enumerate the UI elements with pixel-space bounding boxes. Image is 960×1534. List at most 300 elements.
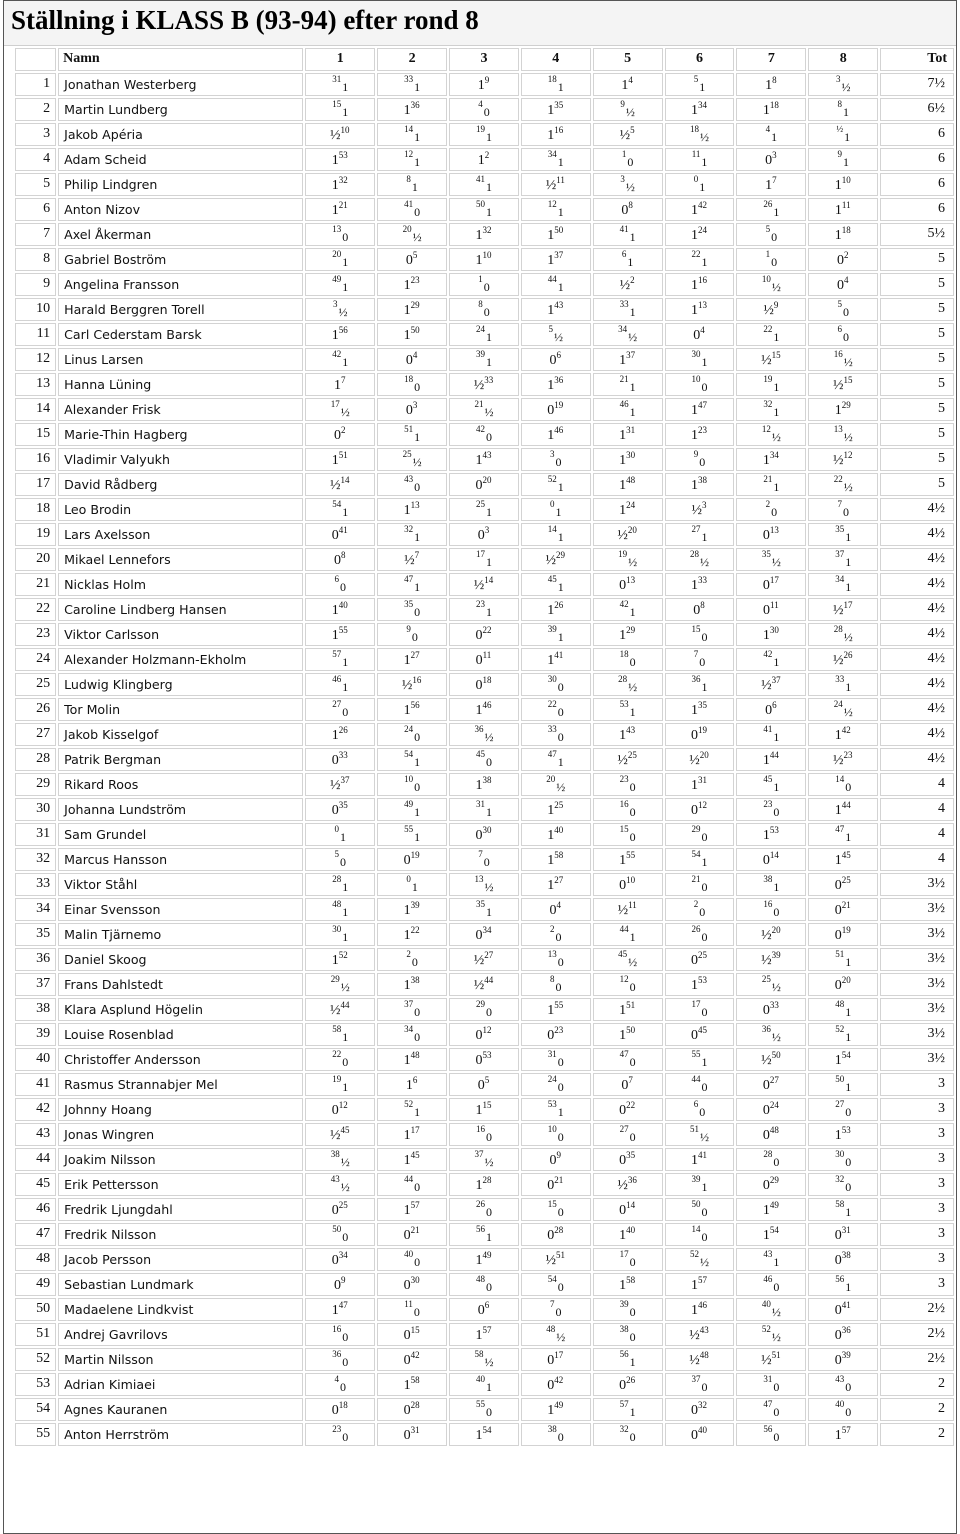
result-sup: 55 (475, 1398, 485, 1409)
rank-cell: 32 (15, 848, 56, 871)
result-opponent: 4 (412, 349, 418, 360)
rank-cell: 43 (15, 1123, 56, 1146)
result-opponent: 57 (841, 1424, 851, 1435)
result-main: 0 (619, 1377, 627, 1393)
round-result-cell (808, 298, 878, 321)
result-sub: 0 (773, 1429, 780, 1444)
result-opponent: 10 (482, 249, 492, 260)
round-result-cell (665, 1248, 735, 1271)
result-main: ½ (832, 652, 844, 668)
player-name-cell: Jakob Apéria (58, 123, 303, 146)
round-result-cell (521, 748, 591, 771)
round-result-cell (377, 148, 447, 171)
result-sup: 32 (763, 398, 773, 409)
round-result-cell (665, 423, 735, 446)
round-result-cell (449, 123, 519, 146)
total-cell: 4 (880, 848, 954, 871)
result-sub: 0 (771, 229, 778, 244)
result-sup: 34 (547, 148, 557, 159)
result-main: 1 (333, 377, 341, 393)
round-result-cell (521, 423, 591, 446)
result-opponent: 34 (698, 99, 708, 110)
result-opponent: 7 (414, 549, 420, 560)
result-sup: 12 (619, 973, 629, 984)
result-sub: 1 (414, 754, 421, 769)
player-name-cell: Marcus Hansson (58, 848, 303, 871)
round-result-cell (593, 1373, 663, 1396)
result-sup: 18 (619, 648, 629, 659)
result-main: 0 (691, 727, 699, 743)
result-opponent: 15 (771, 349, 781, 360)
result-opponent: 50 (410, 324, 420, 335)
result-sup: 58 (474, 1348, 484, 1359)
round-result-cell (521, 1273, 591, 1296)
result-sup: 14 (691, 1223, 701, 1234)
rank-cell: 44 (15, 1148, 56, 1171)
round-result-cell (593, 223, 663, 246)
round-result-cell (808, 1298, 878, 1321)
round-result-cell (521, 1373, 591, 1396)
result-opponent: 58 (554, 849, 564, 860)
result-opponent: 3 (702, 499, 707, 510)
result-sup: 18 (547, 73, 557, 84)
round-result-cell (665, 1123, 735, 1146)
result-sup: 23 (619, 773, 629, 784)
result-opponent: 15 (410, 1324, 420, 1335)
result-main: 0 (475, 1027, 483, 1043)
result-main: 1 (547, 227, 555, 243)
result-opponent: 8 (340, 549, 346, 560)
round-result-cell (736, 773, 806, 796)
result-main: 1 (762, 1227, 770, 1243)
result-opponent: 22 (626, 1099, 636, 1110)
round-result-cell (377, 1023, 447, 1046)
round-result-cell (377, 723, 447, 746)
rank-cell: 34 (15, 898, 56, 921)
result-opponent: 25 (338, 1199, 348, 1210)
round-result-cell (593, 198, 663, 221)
result-main: 1 (691, 1277, 699, 1293)
result-sup: 49 (332, 273, 342, 284)
result-opponent: 39 (841, 1349, 851, 1360)
result-sub: ½ (841, 79, 851, 94)
result-main: ½ (761, 927, 772, 943)
result-sub: 1 (842, 104, 849, 119)
round-result-cell (305, 798, 375, 821)
round-result-cell (449, 1248, 519, 1271)
result-opponent: 18 (338, 1399, 348, 1410)
result-sub: 0 (773, 1404, 780, 1419)
result-sup: 34 (404, 1023, 414, 1034)
round-result-cell (521, 573, 591, 596)
result-main: 0 (475, 627, 483, 643)
rank-cell: 19 (15, 523, 56, 546)
result-sup: 22 (763, 323, 773, 334)
round-result-cell (377, 523, 447, 546)
round-result-cell (305, 698, 375, 721)
result-main: 0 (547, 402, 555, 418)
result-sub: 0 (701, 929, 708, 944)
result-sup: 51 (404, 423, 414, 434)
result-main: 0 (403, 1352, 411, 1368)
round-result-cell (665, 1098, 735, 1121)
result-main: ½ (473, 977, 485, 993)
result-sub: 1 (342, 879, 349, 894)
round-result-cell (449, 673, 519, 696)
round-result-cell (377, 348, 447, 371)
total-cell: 3 (880, 1198, 954, 1221)
result-sub: ½ (628, 329, 638, 344)
round-result-cell (808, 473, 878, 496)
result-main: 1 (403, 702, 411, 718)
result-main: 1 (691, 402, 699, 418)
rank-cell: 53 (15, 1373, 56, 1396)
round-result-cell (593, 1348, 663, 1371)
round-result-cell (665, 1423, 735, 1446)
result-sup: 20 (402, 223, 412, 234)
result-opponent: 41 (338, 524, 348, 535)
result-main: 0 (333, 552, 341, 568)
result-sub: 0 (555, 979, 562, 994)
round-result-cell (377, 998, 447, 1021)
result-main: 1 (331, 952, 339, 968)
result-main: 0 (333, 427, 341, 443)
player-name-cell: Alexander Holzmann-Ekholm (58, 648, 303, 671)
result-opponent: 43 (482, 449, 492, 460)
result-sub: 0 (557, 1429, 564, 1444)
result-sub: 1 (339, 829, 346, 844)
round-result-cell (305, 398, 375, 421)
player-name-cell: Anton Nizov (58, 198, 303, 221)
round-result-cell (305, 198, 375, 221)
result-opponent: 11 (770, 599, 779, 610)
player-name-cell: Axel Åkerman (58, 223, 303, 246)
round-result-cell (665, 1298, 735, 1321)
result-sup: 44 (404, 1173, 414, 1184)
result-main: 0 (403, 1402, 411, 1418)
round-result-cell (305, 998, 375, 1021)
result-sub: ½ (484, 404, 494, 419)
round-result-cell (449, 573, 519, 596)
round-result-cell (665, 873, 735, 896)
result-sub: 0 (701, 1079, 708, 1094)
round-result-cell (377, 1323, 447, 1346)
round-result-cell (808, 523, 878, 546)
round-result-cell (593, 1073, 663, 1096)
result-opponent: 3 (412, 399, 418, 410)
result-sup: 26 (691, 923, 701, 934)
round-result-cell (808, 898, 878, 921)
result-main: 0 (619, 1152, 627, 1168)
result-opponent: 52 (338, 949, 348, 960)
result-opponent: 25 (554, 799, 564, 810)
result-main: ½ (617, 752, 628, 768)
result-sub: 1 (845, 954, 852, 969)
result-main: 1 (477, 152, 485, 168)
result-opponent: 45 (410, 1149, 420, 1160)
result-sub: 1 (342, 354, 349, 369)
rank-cell: 11 (15, 323, 56, 346)
table-row (15, 573, 954, 596)
result-opponent: 25 (698, 949, 708, 960)
result-sup: 20 (332, 248, 342, 259)
result-main: 0 (762, 1077, 770, 1093)
result-sup: 28 (763, 1148, 773, 1159)
result-sub: ½ (843, 629, 853, 644)
round-result-cell (305, 948, 375, 971)
result-sub: 1 (845, 829, 852, 844)
result-sup: 16 (833, 348, 843, 359)
result-opponent: 13 (698, 299, 708, 310)
table-row (15, 123, 954, 146)
round-result-cell (377, 1098, 447, 1121)
player-name-cell: Vladimir Valyukh (58, 448, 303, 471)
round-result-cell (736, 623, 806, 646)
total-cell: 3 (880, 1273, 954, 1296)
round-result-cell (808, 748, 878, 771)
header-name: Namn (58, 48, 303, 71)
total-cell: 3½ (880, 898, 954, 921)
result-opponent: 50 (626, 1024, 636, 1035)
round-result-cell (736, 248, 806, 271)
round-result-cell (449, 698, 519, 721)
round-result-cell (808, 848, 878, 871)
result-opponent: 44 (340, 999, 350, 1010)
result-main: 1 (691, 1302, 699, 1318)
player-name-cell: Malin Tjärnemo (58, 923, 303, 946)
rank-cell: 29 (15, 773, 56, 796)
result-opponent: 29 (556, 549, 566, 560)
result-sup: 52 (835, 1023, 845, 1034)
result-sup: 26 (763, 198, 773, 209)
round-result-cell (736, 148, 806, 171)
result-opponent: 44 (841, 799, 851, 810)
result-opponent: 53 (482, 1049, 492, 1060)
result-opponent: 16 (698, 274, 708, 285)
round-result-cell (665, 823, 735, 846)
round-result-cell (449, 773, 519, 796)
result-main: ½ (545, 552, 557, 568)
result-sub: 1 (773, 329, 780, 344)
result-opponent: 9 (340, 1274, 346, 1285)
round-result-cell (808, 873, 878, 896)
result-sup: 13 (332, 223, 342, 234)
result-sup: 47 (547, 748, 557, 759)
round-result-cell (377, 1048, 447, 1071)
round-result-cell (736, 323, 806, 346)
result-main: 0 (762, 577, 770, 593)
result-opponent: 26 (338, 724, 348, 735)
round-result-cell (377, 1073, 447, 1096)
result-sub: ½ (771, 979, 781, 994)
total-cell: 5 (880, 423, 954, 446)
result-sup: 50 (835, 1073, 845, 1084)
round-result-cell (377, 573, 447, 596)
result-opponent: 27 (769, 1074, 779, 1085)
result-opponent: 55 (554, 999, 564, 1010)
total-cell: 4½ (880, 523, 954, 546)
round-result-cell (521, 673, 591, 696)
result-sub: 1 (414, 154, 421, 169)
result-sub: 1 (411, 879, 418, 894)
result-sup: 17 (619, 1248, 629, 1259)
result-sub: 0 (485, 1279, 492, 1294)
round-result-cell (593, 73, 663, 96)
result-sub: 1 (342, 1029, 349, 1044)
result-sub: 1 (845, 1029, 852, 1044)
result-main: 1 (619, 1002, 627, 1018)
result-opponent: 38 (410, 974, 420, 985)
result-sub: 1 (342, 104, 349, 119)
result-main: 1 (765, 77, 773, 93)
round-result-cell (377, 1398, 447, 1421)
result-main: 1 (547, 852, 555, 868)
result-main: ½ (619, 277, 631, 293)
result-opponent: 33 (338, 749, 348, 760)
result-sup: 58 (332, 1023, 342, 1034)
result-sub: 1 (557, 79, 564, 94)
round-result-cell (808, 223, 878, 246)
result-sup: 47 (404, 573, 414, 584)
result-main: 0 (836, 252, 844, 268)
result-sup: 23 (332, 1423, 342, 1434)
round-result-cell (521, 1098, 591, 1121)
round-result-cell (305, 923, 375, 946)
round-result-cell (736, 398, 806, 421)
result-sup: 51 (835, 948, 845, 959)
round-result-cell (521, 1423, 591, 1446)
result-sup: 25 (402, 448, 412, 459)
total-cell: 6 (880, 123, 954, 146)
total-cell: 6 (880, 148, 954, 171)
result-sub: 1 (414, 529, 421, 544)
result-sub: 1 (342, 904, 349, 919)
round-result-cell (736, 73, 806, 96)
result-sub: 0 (413, 1304, 420, 1319)
result-main: 0 (762, 1177, 770, 1193)
result-sup: 6 (621, 248, 627, 259)
header-total: Tot (880, 48, 954, 71)
result-sub: 0 (699, 654, 706, 669)
result-opponent: 24 (769, 1099, 779, 1110)
round-result-cell (521, 1298, 591, 1321)
round-result-cell (377, 923, 447, 946)
result-main: 1 (691, 227, 699, 243)
result-main: ½ (761, 352, 772, 368)
result-opponent: 49 (769, 1199, 779, 1210)
round-result-cell (665, 998, 735, 1021)
result-sub: 1 (342, 679, 349, 694)
round-result-cell (305, 1173, 375, 1196)
result-sup: 37 (474, 1148, 484, 1159)
result-opponent: 45 (698, 1024, 708, 1035)
result-main: 1 (403, 1152, 411, 1168)
result-sup: 51 (690, 1123, 700, 1134)
rank-cell: 15 (15, 423, 56, 446)
rank-cell: 7 (15, 223, 56, 246)
result-main: ½ (329, 777, 341, 793)
total-cell: 7½ (880, 73, 954, 96)
header-round-8: 8 (808, 48, 878, 71)
result-sup: 50 (475, 198, 485, 209)
result-sup: 22 (332, 1048, 342, 1059)
round-result-cell (449, 1423, 519, 1446)
result-sub: 0 (771, 504, 778, 519)
result-opponent: 11 (482, 649, 492, 660)
round-result-cell (449, 823, 519, 846)
table-row (15, 498, 954, 521)
rank-cell: 52 (15, 1348, 56, 1371)
round-result-cell (736, 273, 806, 296)
result-main: 0 (475, 652, 483, 668)
round-result-cell (521, 923, 591, 946)
result-main: 1 (475, 252, 483, 268)
round-result-cell (449, 648, 519, 671)
result-sub: 0 (414, 379, 421, 394)
result-sup: 32 (404, 523, 414, 534)
result-sup: 56 (619, 1348, 629, 1359)
result-opponent: 9 (773, 299, 779, 310)
result-opponent: 51 (338, 449, 348, 460)
round-result-cell (736, 1148, 806, 1171)
table-row (15, 723, 954, 746)
result-sub: 1 (485, 204, 492, 219)
result-main: 1 (547, 877, 555, 893)
result-main: ½ (689, 752, 700, 768)
round-result-cell (665, 273, 735, 296)
rank-cell: 2 (15, 98, 56, 121)
round-result-cell (593, 1148, 663, 1171)
round-result-cell (521, 973, 591, 996)
round-result-cell (305, 1398, 375, 1421)
result-opponent: 23 (554, 1024, 564, 1035)
result-opponent: 29 (769, 1174, 779, 1185)
round-result-cell (521, 198, 591, 221)
result-sup: 50 (332, 1223, 342, 1234)
result-main: 0 (333, 1277, 341, 1293)
result-main: 0 (477, 1077, 485, 1093)
result-sub: 0 (414, 1004, 421, 1019)
result-sup: 47 (835, 823, 845, 834)
result-sup: 12 (404, 148, 414, 159)
result-sub: 0 (845, 1379, 852, 1394)
round-result-cell (449, 1098, 519, 1121)
round-result-cell (449, 298, 519, 321)
rank-cell: 48 (15, 1248, 56, 1271)
rank-cell: 37 (15, 973, 56, 996)
rank-cell: 28 (15, 748, 56, 771)
result-sup: 37 (691, 1373, 701, 1384)
round-result-cell (521, 348, 591, 371)
round-result-cell (377, 498, 447, 521)
round-result-cell (521, 398, 591, 421)
result-main: 0 (475, 927, 483, 943)
result-sup: 36 (691, 673, 701, 684)
round-result-cell (593, 548, 663, 571)
result-main: 1 (475, 702, 483, 718)
result-main: ½ (329, 1002, 341, 1018)
round-result-cell (377, 298, 447, 321)
result-main: 1 (547, 1402, 555, 1418)
result-sup: 27 (691, 523, 701, 534)
result-opponent: 4 (843, 274, 849, 285)
result-sup: 34 (835, 573, 845, 584)
result-sub: 1 (629, 304, 636, 319)
result-sub: 1 (557, 1104, 564, 1119)
result-sub: 0 (557, 1054, 564, 1069)
result-sub: 1 (342, 279, 349, 294)
round-result-cell (305, 1323, 375, 1346)
